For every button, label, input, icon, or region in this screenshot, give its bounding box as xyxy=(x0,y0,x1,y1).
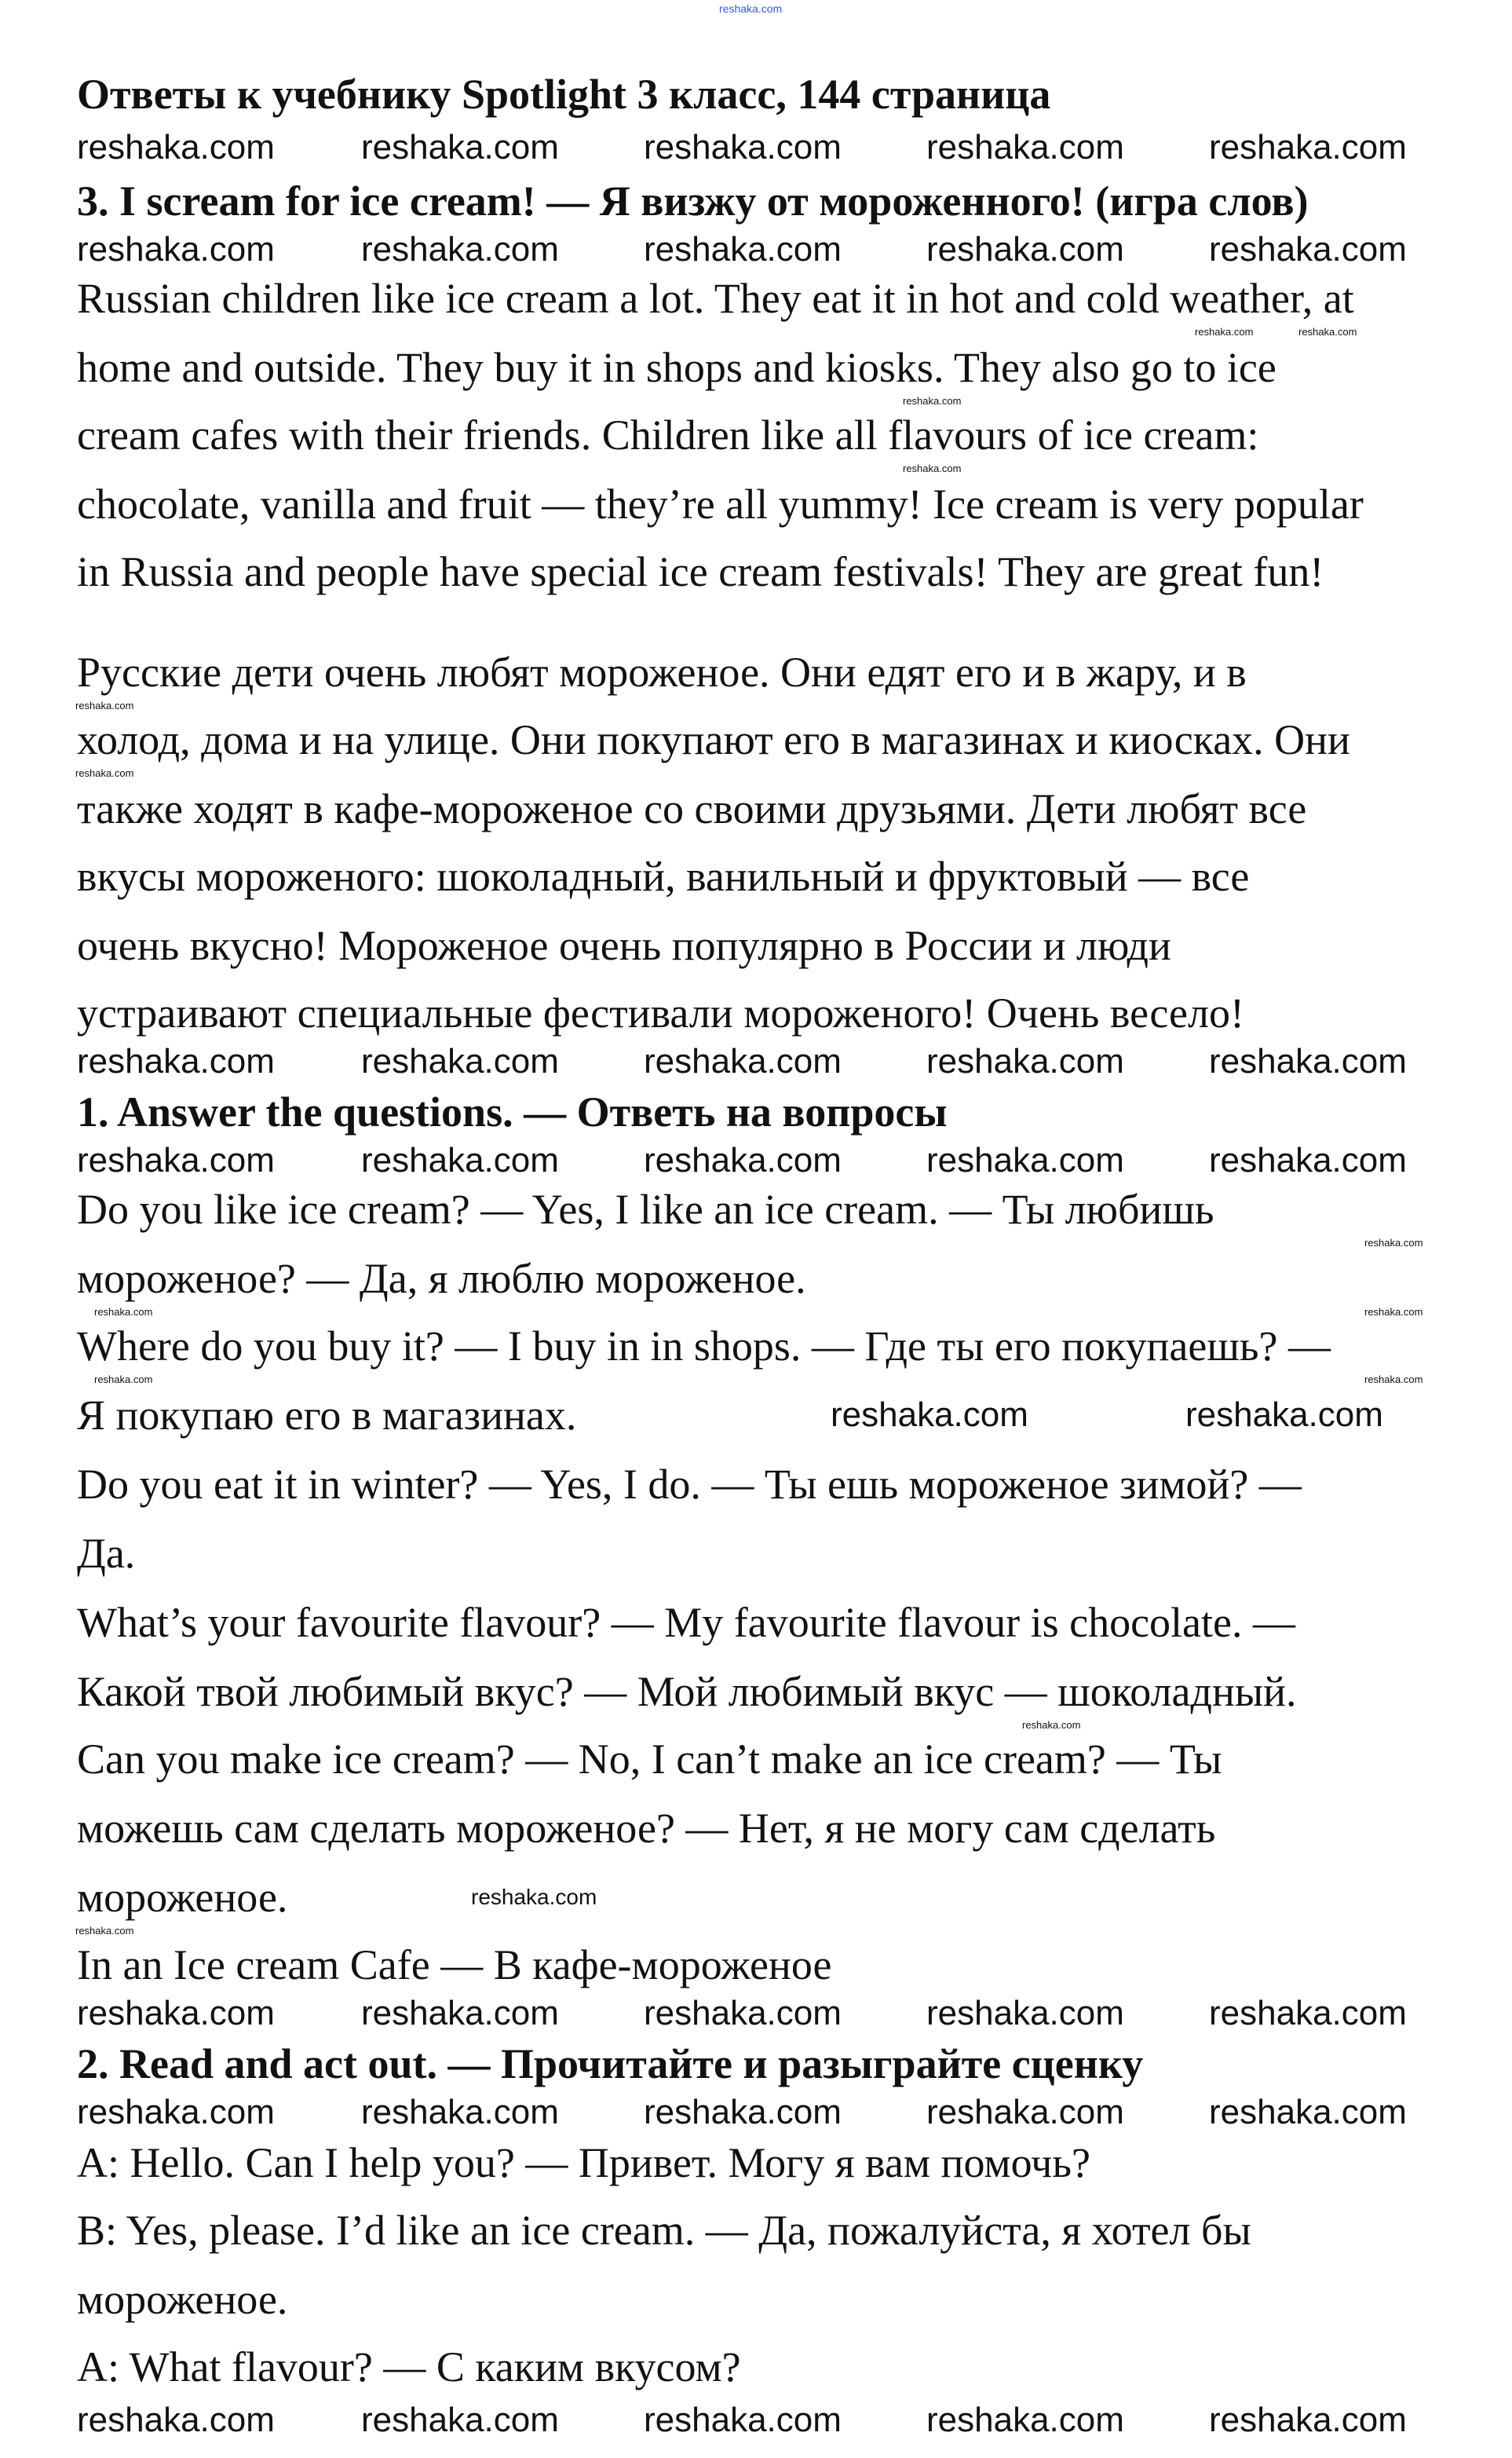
watermark-text: reshaka.com xyxy=(926,230,1124,269)
text-line: очень вкусно! Мороженое очень популярно в России и люди xyxy=(77,922,1171,969)
text-line: можешь сам сделать мороженое? — Нет, я не могу сам сделать xyxy=(77,1805,1216,1852)
watermark-text: reshaka.com xyxy=(926,1994,1124,2032)
watermark-text: reshaka.com xyxy=(94,1373,153,1385)
watermark-text: reshaka.com xyxy=(644,2093,842,2131)
watermark-text: reshaka.com xyxy=(1209,2401,1407,2439)
watermark-text: reshaka.com xyxy=(1209,230,1407,269)
watermark-text: reshaka.com xyxy=(644,1141,842,1180)
text-line: Какой твой любимый вкус? — Мой любимый вкус — шоколадный. xyxy=(77,1668,1297,1715)
watermark-text: reshaka.com xyxy=(903,395,962,407)
watermark-text: reshaka.com xyxy=(903,463,962,474)
watermark-text: reshaka.com xyxy=(361,1141,559,1180)
text-line: chocolate, vanilla and fruit — they’re all yummy! Ice cream is very popular xyxy=(77,481,1364,528)
watermark-text: reshaka.com xyxy=(361,1042,559,1081)
watermark-text: reshaka.com xyxy=(926,2093,1124,2131)
text-line: Do you eat it in winter? — Yes, I do. — Ты ешь мороженое зимой? — xyxy=(77,1461,1302,1508)
text-line: также ходят в кафе-мороженое со своими друзьями. Дети любят все xyxy=(77,785,1307,832)
watermark-text: reshaka.com xyxy=(1209,1994,1407,2032)
watermark-text: reshaka.com xyxy=(1364,1237,1423,1249)
watermark-text: reshaka.com xyxy=(75,700,134,711)
watermark-text: reshaka.com xyxy=(361,2401,559,2439)
watermark-text: reshaka.com xyxy=(1209,1141,1407,1180)
watermark-text: reshaka.com xyxy=(644,1994,842,2032)
watermark-text: reshaka.com xyxy=(361,230,559,269)
watermark-text: reshaka.com xyxy=(77,128,275,166)
text-line: B: Yes, please. I’d like an ice cream. — Да, пожалуйста, я хотел бы xyxy=(77,2207,1251,2254)
watermark-text: reshaka.com xyxy=(75,1925,134,1937)
text-line: мороженое. xyxy=(77,1874,288,1921)
watermark-text: reshaka.com xyxy=(831,1395,1028,1434)
text-line: Я покупаю его в магазинах. xyxy=(77,1392,577,1439)
watermark-text: reshaka.com xyxy=(94,1306,153,1318)
text-line: Can you make ice cream? — No, I can’t make an ice cream? — Ты xyxy=(77,1736,1222,1783)
section3-heading: 3. I scream for ice cream! — Я визжу от мороженного! (игра слов) xyxy=(77,177,1309,225)
watermark-text: reshaka.com xyxy=(361,1994,559,2032)
text-line: in Russia and people have special ice cream festivals! They are great fun! xyxy=(77,548,1324,595)
watermark-text: reshaka.com xyxy=(1209,2093,1407,2131)
watermark-text: reshaka.com xyxy=(1022,1719,1081,1731)
watermark-text: reshaka.com xyxy=(361,2093,559,2131)
watermark-text: reshaka.com xyxy=(1364,1306,1423,1318)
text-line: холод, дома и на улице. Они покупают его в магазинах и киосках. Они xyxy=(77,716,1350,763)
watermark-text: reshaka.com xyxy=(644,2401,842,2439)
text-line: Do you like ice cream? — Yes, I like an ice cream. — Ты любишь xyxy=(77,1186,1214,1233)
watermark-text: reshaka.com xyxy=(75,767,134,779)
watermark-text: reshaka.com xyxy=(644,230,842,269)
text-line: Where do you buy it? — I buy in in shops. — Где ты его покупаешь? — xyxy=(77,1322,1331,1370)
text-line: вкусы мороженого: шоколадный, ванильный и фруктовый — все xyxy=(77,853,1250,900)
watermark-text: reshaka.com xyxy=(1209,128,1407,166)
watermark-text: reshaka.com xyxy=(77,1141,275,1180)
text-line: cream cafes with their friends. Children like all flavours of ice cream: xyxy=(77,411,1259,459)
watermark-text: reshaka.com xyxy=(644,1042,842,1081)
watermark-text: reshaka.com xyxy=(644,128,842,166)
watermark-text: reshaka.com xyxy=(77,230,275,269)
page-title: Ответы к учебнику Spotlight 3 класс, 144 страница xyxy=(77,71,1051,118)
watermark-text: reshaka.com xyxy=(77,1042,275,1081)
text-line: Да. xyxy=(77,1530,136,1577)
watermark-text: reshaka.com xyxy=(471,1885,597,1909)
text-line: мороженое. xyxy=(77,2276,288,2323)
text-line: Russian children like ice cream a lot. They eat it in hot and cold weather, at xyxy=(77,275,1354,322)
section1-heading: 1. Answer the questions. — Ответь на вопросы xyxy=(77,1088,948,1136)
watermark-text: reshaka.com xyxy=(926,1141,1124,1180)
watermark-text: reshaka.com xyxy=(926,2401,1124,2439)
watermark-text: reshaka.com xyxy=(77,2401,275,2439)
text-line: устраивают специальные фестивали мороженого! Очень весело! xyxy=(77,989,1244,1037)
watermark-text: reshaka.com xyxy=(77,2093,275,2131)
text-line: A: Hello. Can I help you? — Привет. Могу я вам помочь? xyxy=(77,2139,1090,2186)
text-line: home and outside. They buy it in shops and kiosks. They also go to ice xyxy=(77,344,1276,391)
watermark-text: reshaka.com xyxy=(1185,1395,1383,1434)
watermark-text: reshaka.com xyxy=(1298,326,1357,338)
watermark-text: reshaka.com xyxy=(1364,1373,1423,1385)
text-line: Русские дети очень любят мороженое. Они едят его и в жару, и в xyxy=(77,649,1247,696)
watermark-text: reshaka.com xyxy=(1195,326,1254,338)
watermark-text: reshaka.com xyxy=(77,1994,275,2032)
watermark-text: reshaka.com xyxy=(719,2,783,15)
watermark-text: reshaka.com xyxy=(926,1042,1124,1081)
section2-heading: 2. Read and act out. — Прочитайте и разыграйте сценку xyxy=(77,2040,1144,2087)
watermark-text: reshaka.com xyxy=(1209,1042,1407,1081)
watermark-text: reshaka.com xyxy=(926,128,1124,166)
text-line: What’s your favourite flavour? — My favourite flavour is chocolate. — xyxy=(77,1599,1295,1646)
text-line: мороженое? — Да, я люблю мороженое. xyxy=(77,1255,806,1302)
text-line: In an Ice cream Cafe — В кафе-мороженое xyxy=(77,1941,832,1988)
text-line: A: What flavour? — С каким вкусом? xyxy=(77,2343,741,2390)
watermark-text: reshaka.com xyxy=(361,128,559,166)
